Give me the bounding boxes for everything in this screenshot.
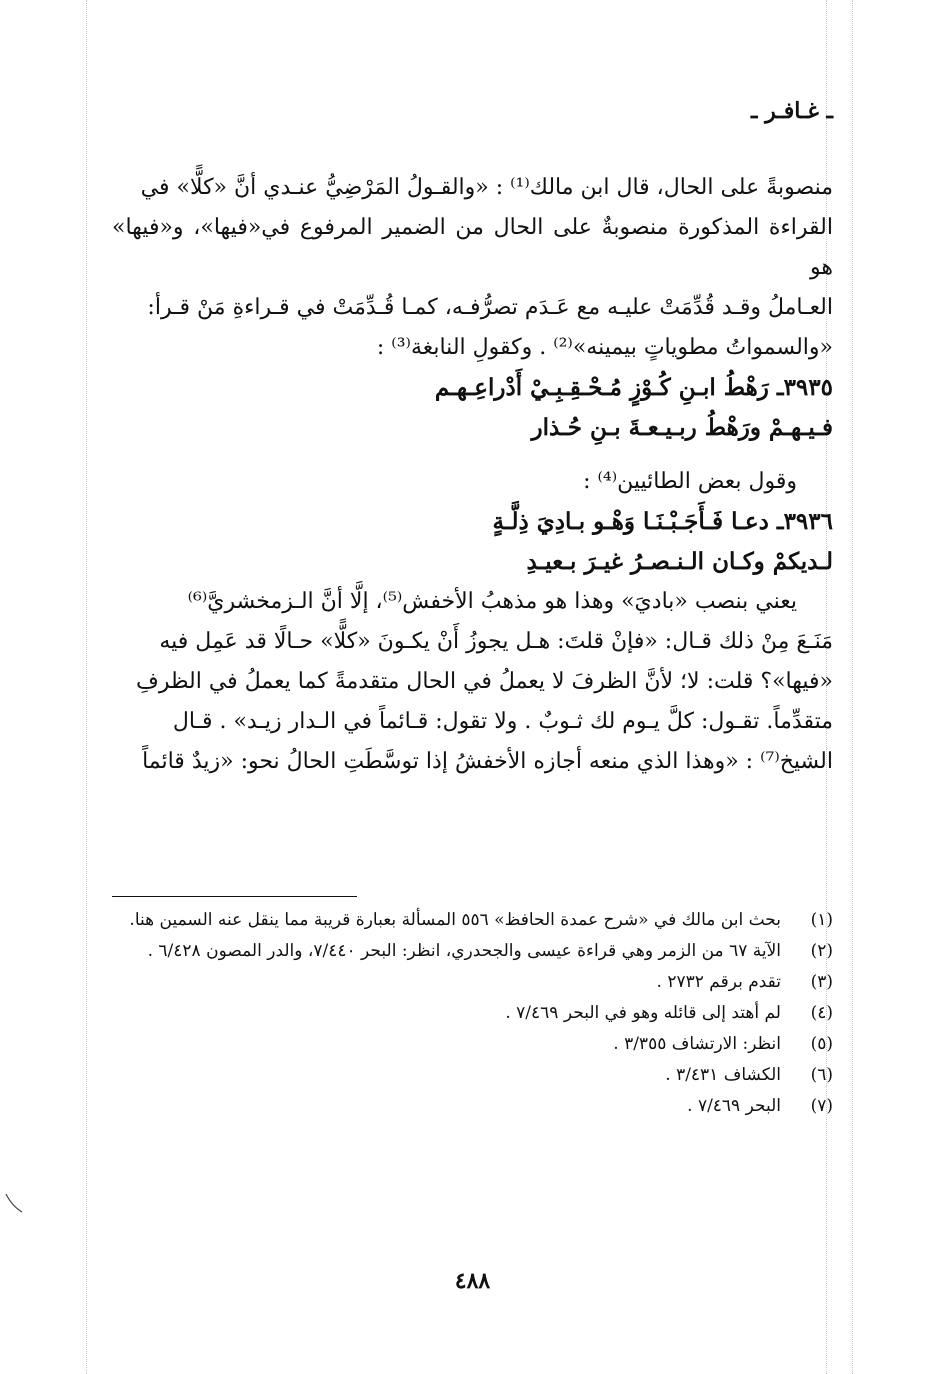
footnote-number: (٦) bbox=[810, 1065, 833, 1085]
verse-number: ٣٩٣٥ـ bbox=[776, 374, 833, 401]
footnote-number: (٥) bbox=[810, 1034, 833, 1054]
verse-text: دعـا فَـأَجَـبْـنَـا وَهْـو بـادِيَ ذِلَّـةٍ bbox=[492, 508, 769, 535]
footnote-number: (٧) bbox=[810, 1096, 833, 1116]
paragraph-line: «فيها»؟ قلت: لا؛ لأنَّ الظرفَ لا يعملُ في الحال متقدمةً كما يعملُ في الظرفِ bbox=[136, 669, 833, 694]
footnote bbox=[112, 1060, 833, 1091]
footnote-text: الآية ٦٧ من الزمر وهي قراءة عيسى والجحدري، انظر: البحر ٧/٤٤٠، والدر المصون ٦/٤٢٨ . bbox=[147, 941, 781, 961]
paragraph-line: «والسمواتُ مطوياتٍ بيمينه»⁽²⁾ . وكقولِ النابغة⁽³⁾ : bbox=[376, 335, 833, 360]
verse-text: فـيـهـمْ ورَهْطُ ربـيـعـةَ بـنِ حُـذار bbox=[531, 414, 833, 441]
verse-3936 bbox=[112, 502, 833, 582]
footnote-number: (٢) bbox=[810, 941, 833, 961]
footnote bbox=[112, 998, 833, 1029]
footnote bbox=[112, 936, 833, 967]
scan-guide-line bbox=[852, 0, 853, 1374]
paragraph-line: يعني بنصب «باديَ» وهذا هو مذهبُ الأخفش⁽⁵⁾، إلَّا أنَّ الـزمخشريَّ⁽⁶⁾ bbox=[187, 589, 797, 614]
footnote bbox=[112, 1091, 833, 1122]
footnote-text: بحث ابن مالك في «شرح عمدة الحافظ» ٥٥٦ المسألة بعبارة قريبة مما ينقل عنه السمين هنا. bbox=[129, 910, 781, 930]
verse-hemistich-2 bbox=[112, 542, 833, 582]
page-number: ٤٨٨ bbox=[454, 1268, 491, 1294]
paragraph-line: الشيخ⁽⁷⁾ : «وهذا الذي منعه أجازه الأخفشُ إذا توسَّطَتِ الحالُ نحو: «زيدٌ قائماً bbox=[142, 749, 833, 774]
footnote-number: (٤) bbox=[810, 1003, 833, 1023]
footnote-number: (١) bbox=[810, 910, 833, 930]
verse-text: رَهْطُ ابـنِ كُـوْزٍ مُـحْـقِـبِـيْ أَدْراعِـهـم bbox=[434, 374, 769, 401]
footnote-divider bbox=[112, 896, 357, 897]
running-header: ـ غـافـر ـ bbox=[751, 98, 833, 124]
paragraph-line: العـاملُ وقـد قُدِّمَتْ عليـه مع عَـدَم تصرُّفـه، كمـا قُـدِّمَتْ في قـراءةِ مَنْ قـرأ: bbox=[147, 295, 833, 320]
verse-intro: وقول بعض الطائيين⁽⁴⁾ : bbox=[583, 469, 797, 494]
margin-mark-icon bbox=[4, 1192, 24, 1214]
footnote-number: (٣) bbox=[810, 972, 833, 992]
footnote-text: الكشاف ٣/٤٣١ . bbox=[665, 1065, 781, 1085]
verse-hemistich-1 bbox=[112, 502, 833, 542]
verse-3935 bbox=[112, 368, 833, 448]
verse-number: ٣٩٣٦ـ bbox=[776, 508, 833, 535]
verse-text: لـديكمْ وكـان الـنـصـرُ غيـرَ بـعيـدِ bbox=[526, 548, 833, 575]
footnote-text: لم أهتد إلى قائله وهو في البحر ٧/٤٦٩ . bbox=[505, 1003, 781, 1023]
footnote bbox=[112, 967, 833, 998]
footnote-text: انظر: الارتشاف ٣/٣٥٥ . bbox=[613, 1034, 781, 1054]
verse-hemistich-1 bbox=[112, 368, 833, 408]
footnotes bbox=[112, 905, 833, 1122]
main-text bbox=[112, 168, 833, 782]
footnote-text: البحر ٧/٤٦٩ . bbox=[687, 1096, 781, 1116]
footnote-text: تقدم برقم ٢٧٣٢ . bbox=[656, 972, 781, 992]
verse-hemistich-2 bbox=[112, 408, 833, 448]
paragraph-line: القراءة المذكورة منصوبةٌ على الحال من الضمير المرفوع في«فيها»، و«فيها» هو bbox=[112, 215, 833, 280]
footnote bbox=[112, 1029, 833, 1060]
paragraph-line: منصوبةً على الحال، قال ابن مالك⁽¹⁾ : «والقـولُ المَرْضِيُّ عنـدي أنَّ «كلًّا» في bbox=[140, 175, 833, 200]
scan-guide-line bbox=[86, 0, 87, 1374]
footnote bbox=[112, 905, 833, 936]
paragraph-line: متقدِّماً. تقـول: كلَّ يـوم لك ثـوبٌ . ولا تقول: قـائماً في الـدار زيـد» . قـال bbox=[172, 709, 833, 734]
paragraph-line: مَنَـعَ مِنْ ذلك قـال: «فإنْ قلتَ: هـل يجوزُ أَنْ يكـونَ «كلًّا» حـالًا قد عَمِل فيه bbox=[159, 629, 833, 654]
